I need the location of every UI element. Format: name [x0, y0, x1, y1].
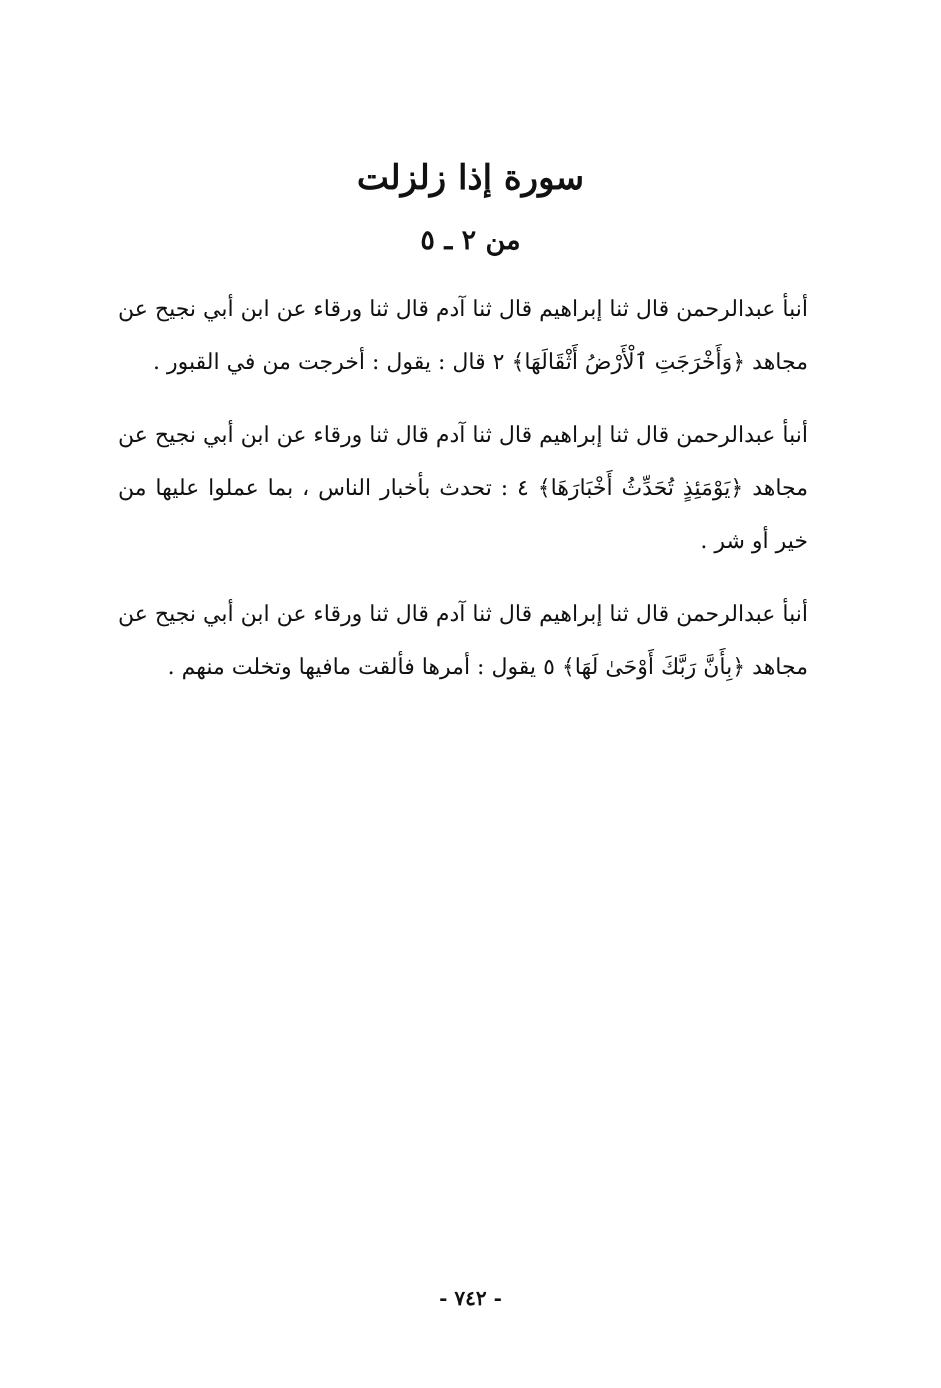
- commentary-text: ٥ يقول : أمرها فألقت مافيها وتخلت منهم .: [167, 655, 555, 680]
- commentary-entry-1: [118, 283, 808, 389]
- commentary-entry-3: [118, 588, 808, 694]
- commentary-text: ٢ قال : يقول : أخرجت من في القبور .: [153, 350, 505, 375]
- quran-verse: ﴿وَأَخْرَجَتِ ٱلْأَرْضُ أَثْقَالَهَا﴾: [511, 350, 746, 375]
- quran-verse: ﴿يَوْمَئِذٍ تُحَدِّثُ أَخْبَارَهَا﴾: [537, 476, 744, 501]
- commentary-body: [118, 283, 808, 714]
- verse-range-heading: من ٢ ـ ٥: [420, 225, 521, 256]
- commentary-text: ٤ : تحدث بأخبار الناس ، بما عملوا عليها من خير أو شر .: [118, 476, 808, 554]
- commentary-entry-2: [118, 409, 808, 568]
- isnad-text: أنبأ عبدالرحمن قال ثنا إبراهيم قال ثنا آدم قال ثنا ورقاء عن ابن أبي نجيح عن مجاهد: [118, 602, 808, 680]
- quran-verse: ﴿بِأَنَّ رَبَّكَ أَوْحَىٰ لَهَا﴾: [561, 655, 746, 680]
- surah-title: سورة إذا زلزلت: [356, 158, 585, 198]
- isnad-text: أنبأ عبدالرحمن قال ثنا إبراهيم قال ثنا آدم قال ثنا ورقاء عن ابن أبي نجيح عن مجاهد: [118, 297, 808, 375]
- isnad-text: أنبأ عبدالرحمن قال ثنا إبراهيم قال ثنا آدم قال ثنا ورقاء عن ابن أبي نجيح عن مجاهد: [118, 423, 809, 501]
- page-number: - ٧٤٢ -: [439, 1286, 502, 1310]
